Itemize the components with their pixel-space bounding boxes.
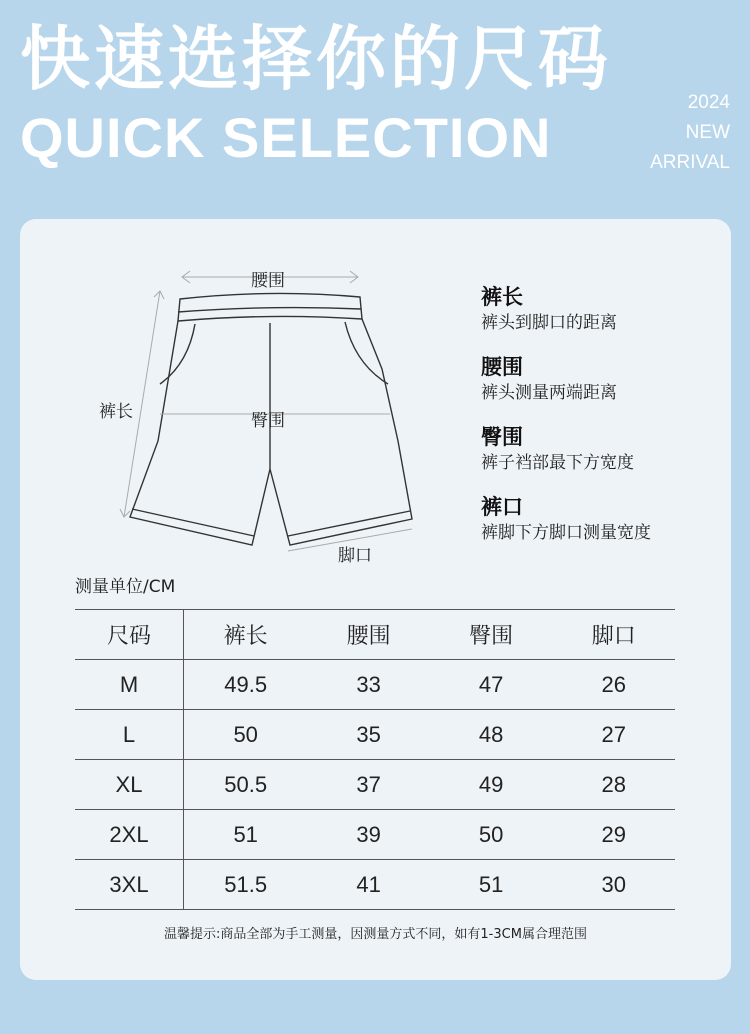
tag-year: 2024 <box>687 92 730 113</box>
legend-desc: 裤子裆部最下方宽度 <box>481 453 634 473</box>
legend-item <box>481 353 651 405</box>
table-cell: 41 <box>307 860 430 910</box>
size-table <box>75 609 675 910</box>
table-cell: 37 <box>307 760 430 810</box>
legend-title: 裤口 <box>481 495 523 519</box>
diagram-label-hip: 臀围 <box>251 411 285 431</box>
measurement-legend <box>481 283 651 563</box>
legend-title: 裤长 <box>481 285 523 309</box>
table-cell: 27 <box>552 710 675 760</box>
table-cell: 48 <box>430 710 553 760</box>
legend-title: 腰围 <box>481 355 523 379</box>
column-header: 裤长 <box>184 610 308 660</box>
page-title-chinese: 快速选择你的尺码 <box>20 18 612 100</box>
legend-title: 臀围 <box>481 425 523 449</box>
table-row <box>75 860 675 910</box>
table-cell: 49 <box>430 760 553 810</box>
tag-new: NEW <box>685 122 730 143</box>
table-cell: 51 <box>430 860 553 910</box>
table-cell: 28 <box>552 760 675 810</box>
table-cell: 35 <box>307 710 430 760</box>
table-cell: M <box>75 660 184 710</box>
table-cell: 50 <box>184 710 308 760</box>
unit-label: 测量单位/CM <box>75 577 176 597</box>
table-row <box>75 660 675 710</box>
table-cell: 51 <box>184 810 308 860</box>
measurement-note: 温馨提示:商品全部为手工测量，因测量方式不同，如有1-3CM属合理范围 <box>164 927 587 942</box>
column-header: 尺码 <box>75 610 184 660</box>
diagram-label-length: 裤长 <box>99 402 133 422</box>
legend-desc: 裤头测量两端距离 <box>481 383 617 403</box>
table-cell: 30 <box>552 860 675 910</box>
table-cell: 29 <box>552 810 675 860</box>
table-cell: 33 <box>307 660 430 710</box>
shorts-diagram <box>20 219 440 569</box>
table-cell: 50.5 <box>184 760 308 810</box>
legend-item <box>481 423 651 475</box>
table-row <box>75 710 675 760</box>
table-row <box>75 810 675 860</box>
table-cell: 3XL <box>75 860 184 910</box>
legend-desc: 裤头到脚口的距离 <box>481 313 617 333</box>
tag-arrival: ARRIVAL <box>650 152 730 173</box>
table-cell: 49.5 <box>184 660 308 710</box>
diagram-label-hem: 脚口 <box>338 546 372 566</box>
table-row <box>75 760 675 810</box>
new-arrival-tag <box>650 88 730 178</box>
page-title-english: QUICK SELECTION <box>20 106 552 169</box>
diagram-label-waist: 腰围 <box>251 271 285 291</box>
column-header: 脚口 <box>552 610 675 660</box>
table-cell: 47 <box>430 660 553 710</box>
legend-desc: 裤脚下方脚口测量宽度 <box>481 523 651 543</box>
table-cell: 50 <box>430 810 553 860</box>
legend-item <box>481 283 651 335</box>
table-cell: L <box>75 710 184 760</box>
size-card <box>20 219 731 980</box>
column-header: 腰围 <box>307 610 430 660</box>
table-cell: XL <box>75 760 184 810</box>
legend-item <box>481 493 651 545</box>
table-cell: 26 <box>552 660 675 710</box>
table-cell: 2XL <box>75 810 184 860</box>
column-header: 臀围 <box>430 610 553 660</box>
table-cell: 51.5 <box>184 860 308 910</box>
table-cell: 39 <box>307 810 430 860</box>
table-header-row <box>75 610 675 660</box>
